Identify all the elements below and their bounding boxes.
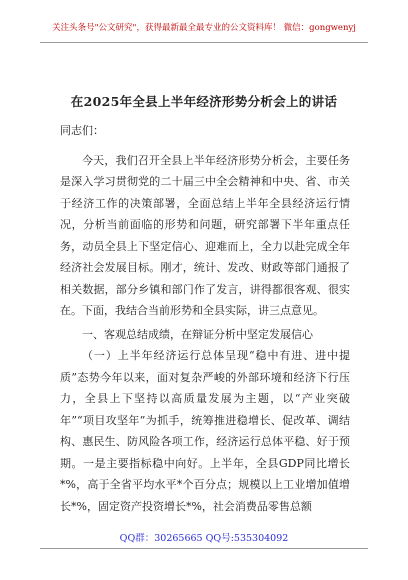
promo-header: 关注头条号"公文研究"，获得最新最全最专业的公文资料库！ 微信：gongwenyj (52, 23, 356, 33)
footer-divider (40, 548, 368, 549)
section-paragraph: （一）上半年经济运行总体呈现“稳中有进、进中提质”态势今年以来，面对复杂严峻的外部环境和经济下行压力，全县上下坚持以高质量发展为主题，以“产业突破年”“项目攻坚年”为抓手，统筹推进稳增长、促改革、调结构、惠民生、防风险各项工作，经济运行总体平稳、好于预期。一是主要指标稳中向好。上半年，全县GDP同比增长*%，高于全省平均水平*个百分点；规模以上工业增加值增长*%，固定资产投资增长*%，社会消费品零售总额 (60, 349, 350, 513)
section-heading: 一、客观总结成绩，在辩证分析中坚定发展信心 (82, 327, 313, 341)
document-title: 在2025年全县上半年经济形势分析会上的讲话 (70, 94, 338, 109)
document-body (60, 120, 350, 517)
intro-paragraph: 今天，我们召开全县上半年经济形势分析会，主要任务是深入学习贯彻党的二十届三中全会精神和中央、省、市关于经济工作的决策部署，全面总结上半年全县经济运行情况，分析当前面临的形势和问题，研究部署下半年重点任务，动员全县上下坚定信心、迎难而上，全力以赴完成全年经济社会发展目标。刚才，统计、发改、财政等部门通报了相关数据，部分乡镇和部门作了发言，讲得都很客观、很实在。下面，我结合当前形势和全县实际，讲三点意见。 (60, 153, 350, 317)
header-divider (40, 42, 368, 43)
salutation: 同志们： (60, 124, 104, 137)
contact-footer: QQ群：30265665 QQ号:535304092 (119, 533, 289, 544)
